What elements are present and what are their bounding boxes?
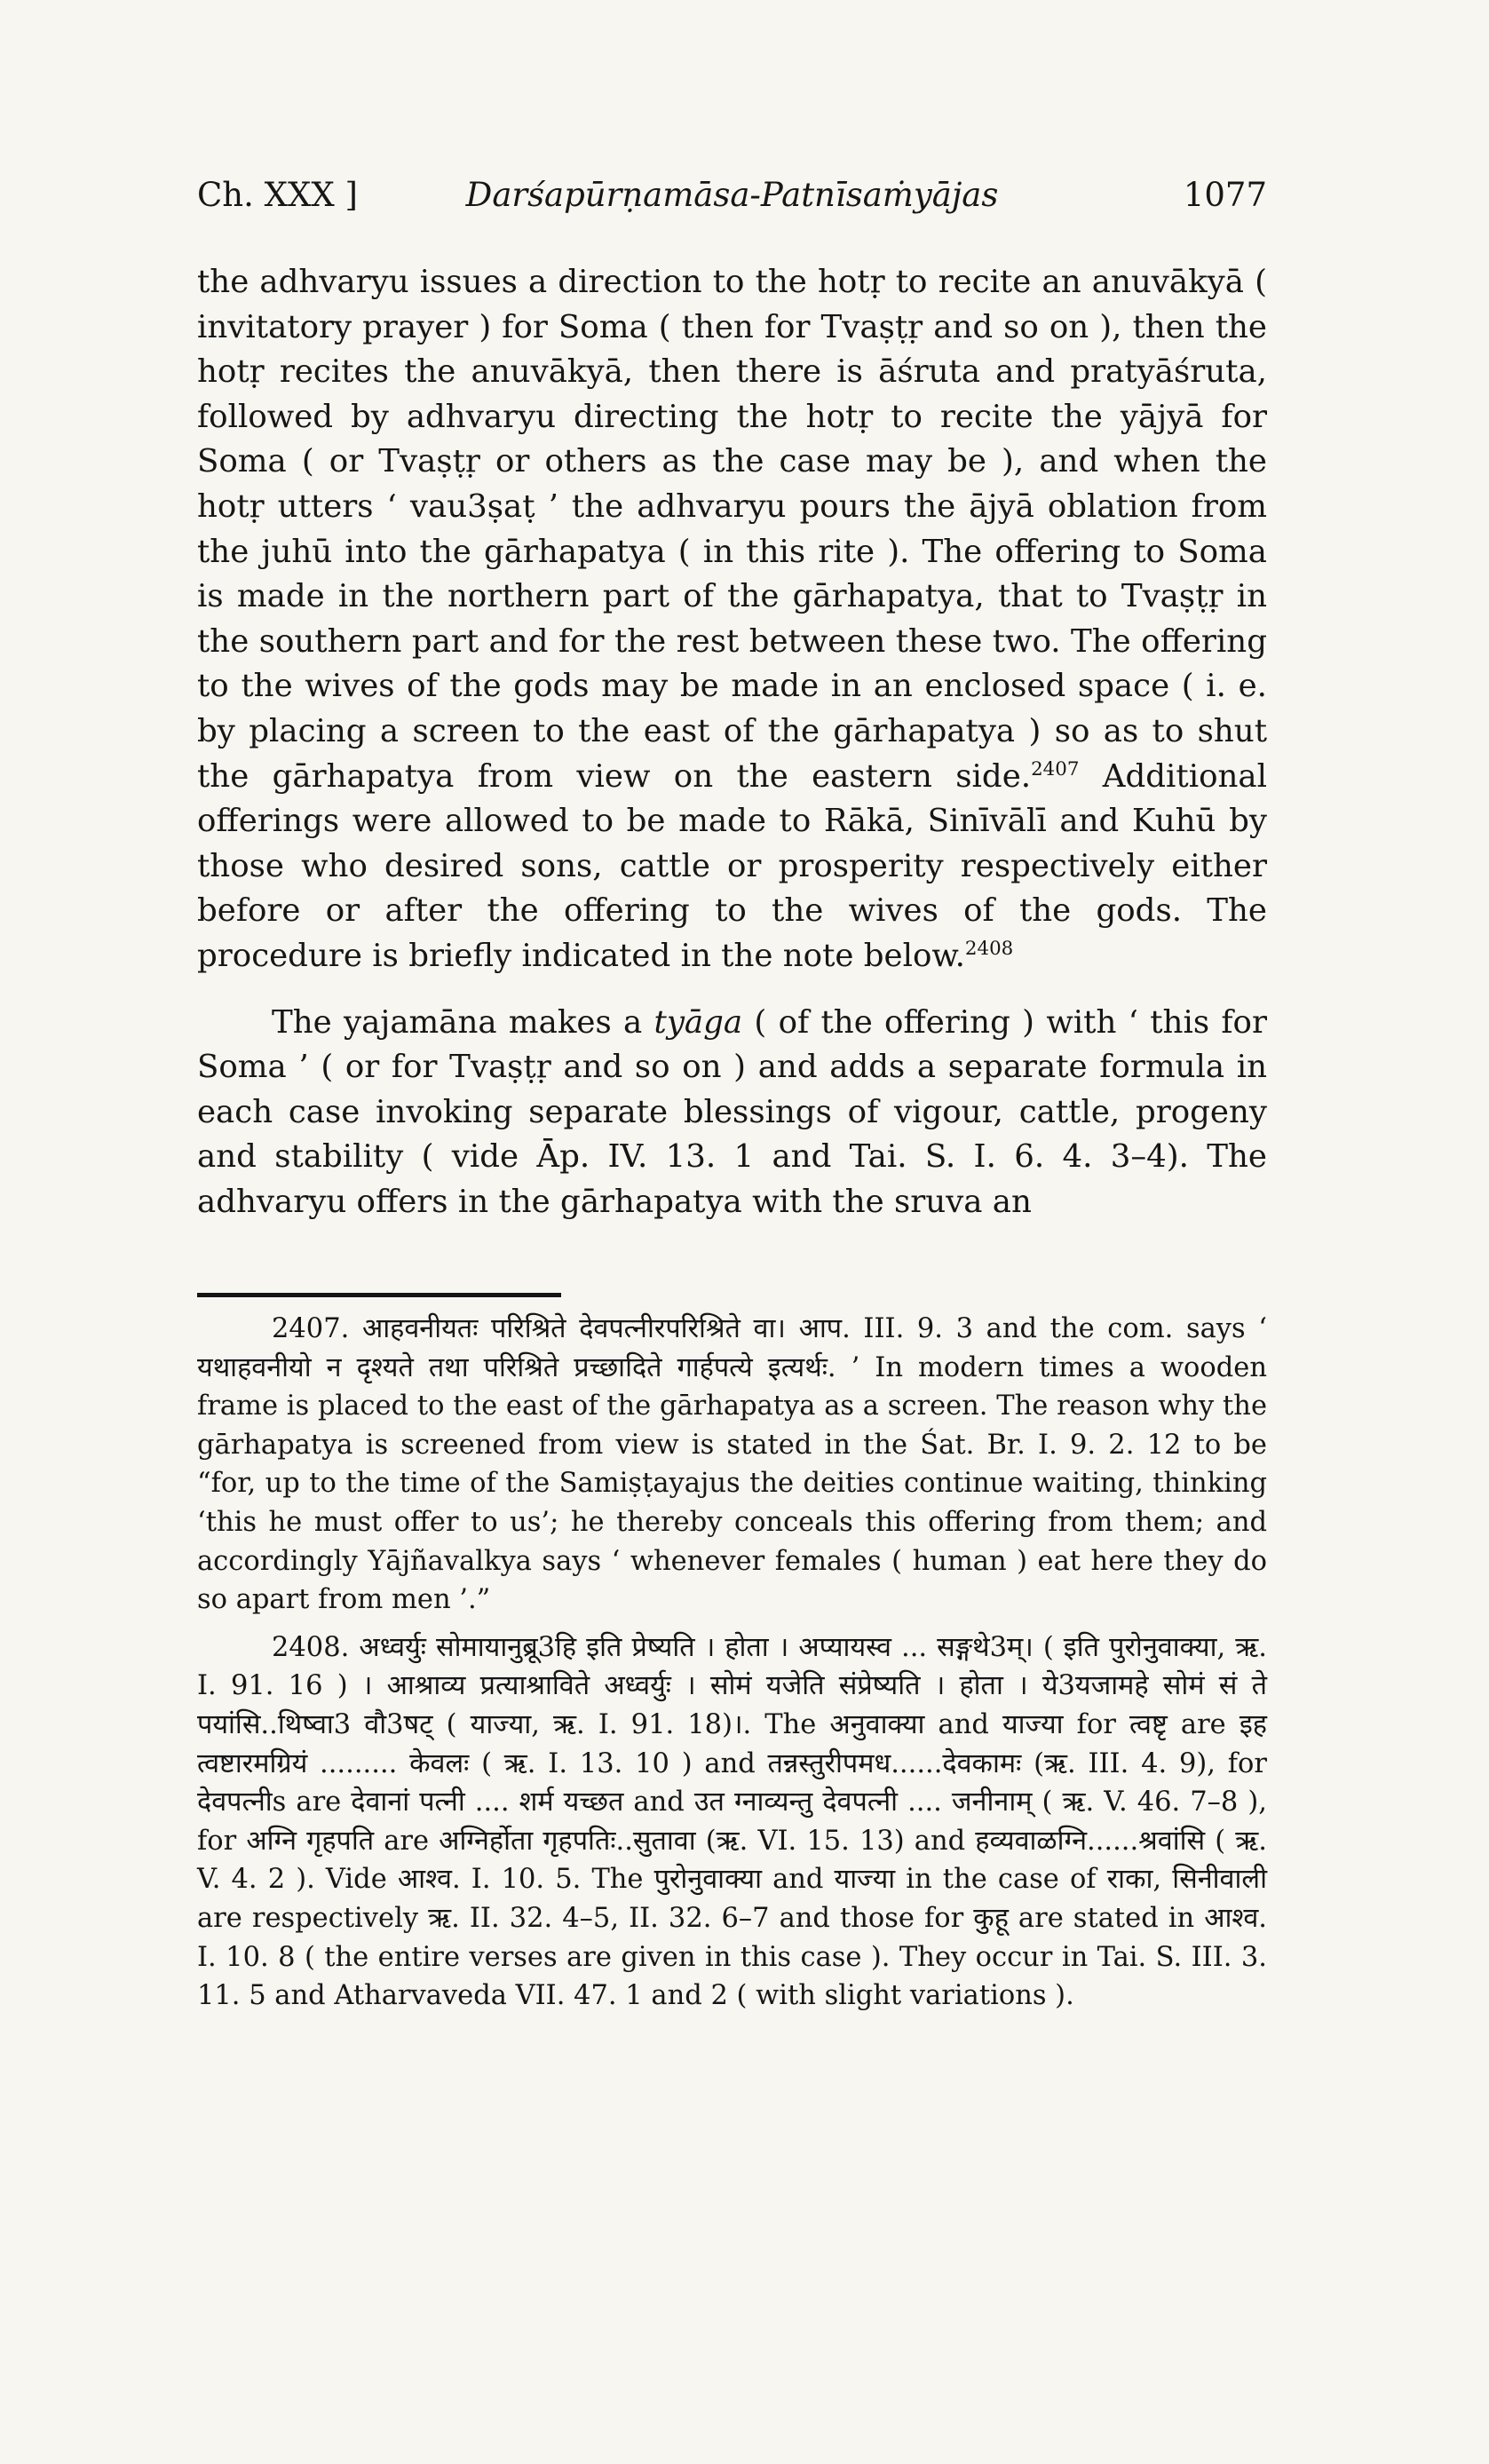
paragraph-2-text-a: The yajamāna makes a [272, 1003, 654, 1041]
footnote-divider [197, 1293, 561, 1297]
footnote-ref-2408: 2408 [964, 938, 1014, 961]
footnote-2408 [197, 1628, 1267, 2016]
main-text [197, 260, 1267, 1224]
paragraph-2 [197, 1001, 1267, 1225]
paragraph-1-text: the adhvaryu issues a direction to the hotṛ to recite an anuvākyā ( invitatory prayer ) for Soma ( then for Tvaṣṭṛ and so on ), then the hotṛ recites the anuvākyā, then there is āśruta and pratyāśruta, followed by adhvaryu directing the hotṛ to recite the yājyā for Soma ( or Tvaṣṭṛ or others as the case may be ), and when the hotṛ utters ‘ vau3ṣaṭ ’ the adhvaryu pours the ājyā oblation from the juhū into the gārhapatya ( in this rite ). The offering to Soma is made in the northern part of the gārhapatya, that to Tvaṣṭṛ in the southern part and for the rest between these two. The offering to the wives of the gods may be made in an enclosed space ( i. e. by placing a screen to the east of the gārhapatya ) so as to shut the gārhapatya from view on the eastern side. [197, 264, 1267, 795]
running-header [197, 176, 1267, 222]
footnote-ref-2407: 2407 [1031, 757, 1080, 780]
footnote-2407 [197, 1310, 1267, 1620]
footnote-text: आहवनीयतः परिश्रिते देवपत्नीरपरिश्रिते वा। आप. III. 9. 3 and the com. says ‘ यथाहवनीयो न दृश्यते तथा परिश्रिते प्रच्छादिते गार्हपत्ये इत्यर्थः. ’ In modern times a wooden frame is placed to the east of the gārhapatya as a screen. The reason why the gārhapatya is screened from view is stated in the Śat. Br. I. 9. 2. 12 to be “for, up to the time of the Samiṣṭayajus the deities continue waiting, thinking ‘this he must offer to us’; he thereby conceals this offering from them; and accordingly Yājñavalkya says ‘ whenever females ( human ) eat here they do so apart from men ’.” [197, 1313, 1267, 1616]
running-title: Darśapūrṇamāsa-Patnīsaṁyājas [465, 176, 999, 214]
footnote-number: 2407. [272, 1313, 350, 1344]
footnote-text: अध्वर्युः सोमायानुब्रू3हि इति प्रेष्यति । होता । अप्यायस्व ... सङ्गथे3म्। ( इति पुरोनुवाक्या, ऋ. I. 91. 16 ) । आश्राव्य प्रत्याश्राविते अध्वर्युः । सोमं यजेति संप्रेष्यति । होता । ये3यजामहे सोमं सं ते पयांसि..थिष्वा3 वौ3षट् ( याज्या, ऋ. I. 91. 18)।. The अनुवाक्या and याज्या for त्वष्टृ are इह त्वष्टारमग्रियं ......... केवलः ( ऋ. I. 13. 10 ) and तन्नस्तुरीपमध......देवकामः (ऋ. III. 4. 9), for देवपत्नीs are देवानां पत्नी .... शर्म यच्छत and उत ग्नाव्यन्तु देवपत्नी .... जनीनाम् ( ऋ. V. 46. 7–8 ), for अग्नि गृहपति are अग्निर्होता गृहपतिः..सुतावा (ऋ. VI. 15. 13) and हव्यवाळग्नि......श्रवांसि ( ऋ. V. 4. 2 ). Vide आश्व. I. 10. 5. The पुरोनुवाक्या and याज्या in the case of राका, सिनीवाली are respectively ऋ. II. 32. 4–5, II. 32. 6–7 and those for कुहू are stated in आश्व. I. 10. 8 ( the entire verses are given in this case ). They occur in Tai. S. III. 3. 11. 5 and Atharvaveda VII. 47. 1 and 2 ( with slight variations ). [197, 1631, 1267, 2012]
paragraph-2-text-b: ( of the offering ) with ‘ this for Soma ’ ( or for Tvaṣṭṛ and so on ) and adds a separate formula in each case invoking separate blessings of vigour, cattle, progeny and stability ( vide Āp. IV. 13. 1 and Tai. S. I. 6. 4. 3–4). The adhvaryu offers in the gārhapatya with the sruva an [197, 1003, 1267, 1220]
paragraph-1-continued: Additional offerings were allowed to be made to Rākā, Sinīvālī and Kuhū by those who desired sons, cattle or prosperity respectively either before or after the offering to the wives of the gods. The procedure is briefly indicated in the note below. [197, 757, 1267, 974]
chapter-label: Ch. XXX ] [197, 176, 358, 214]
footnotes [197, 1310, 1267, 2016]
page-number: 1077 [1183, 176, 1267, 214]
emphasis-tyaga: tyāga [653, 1003, 743, 1041]
footnote-number: 2408. [272, 1631, 350, 1663]
paragraph-1 [197, 260, 1267, 979]
